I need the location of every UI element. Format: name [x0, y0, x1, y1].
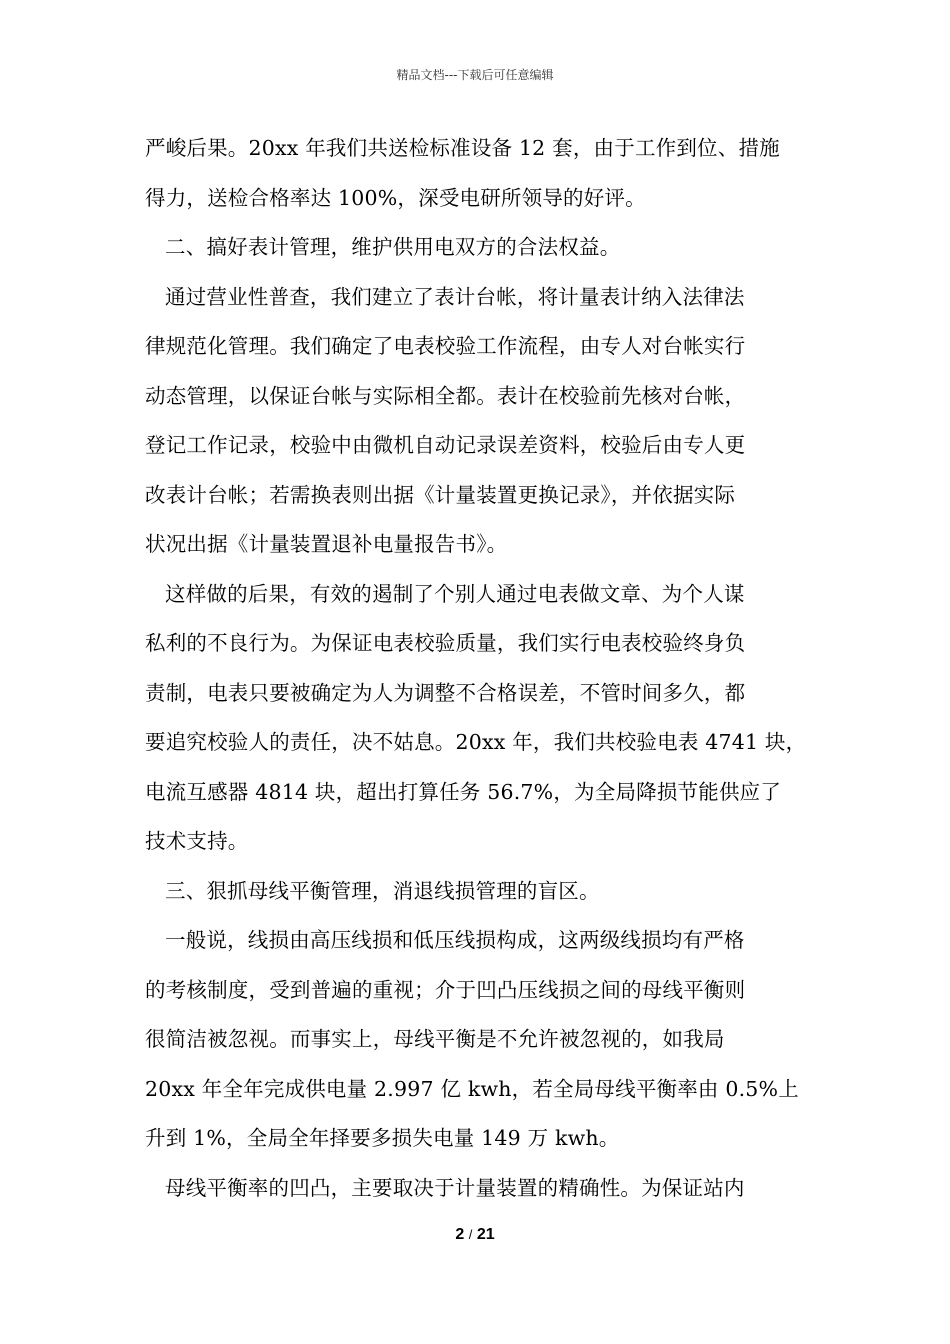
page-number [0, 1226, 950, 1244]
text-line: 得力，送检合格率达 100%，深受电研所领导的好评。 [145, 185, 646, 210]
text-line: 私利的不良行为。为保证电表校验质量，我们实行电表校验终身负 [145, 631, 746, 655]
paragraph-start: 一般说，线损由高压线损和低压线损构成，这两级线损均有严格 [165, 928, 745, 952]
paragraph-start: 这样做的后果，有效的遏制了个别人通过电表做文章、为个人谋 [165, 581, 745, 606]
section-heading-2: 二、搞好表计管理，维护供用电双方的合法权益。 [165, 235, 621, 259]
text-line: 技术支持。 [145, 829, 249, 853]
text-line: 严峻后果。20xx 年我们共送检标准设备 12 套，由于工作到位、措施 [145, 136, 780, 160]
text-line: 20xx 年全年完成供电量 2.997 亿 kwh，若全局母线平衡率由 0.5%上 [145, 1076, 799, 1101]
text-line: 律规范化管理。我们确定了电表校验工作流程，由专人对台帐实行 [145, 334, 746, 358]
text-line: 状况出据《计量装置退补电量报告书》。 [145, 532, 508, 556]
page-separator: / [468, 1227, 473, 1242]
page-header: 精品文档---下载后可任意编辑 [396, 68, 554, 82]
text-line: 要追究校验人的责任，决不姑息。20xx 年，我们共校验电表 4741 块， [145, 730, 807, 754]
text-line: 升到 1%，全局全年择要多损失电量 149 万 kwh。 [145, 1126, 620, 1150]
text-line: 电流互感器 4814 块，超出打算任务 56.7%，为全局降损节能供应了 [145, 779, 782, 804]
page-current: 2 [455, 1226, 465, 1243]
page-total: 21 [476, 1226, 495, 1243]
text-line: 责制，电表只要被确定为人为调整不合格误差，不管时间多久，都 [145, 680, 746, 705]
text-line: 改表计台帐；若需换表则出据《计量装置更换记录》，并依据实际 [145, 482, 736, 507]
text-line: 登记工作记录，校验中由微机自动记录误差资料，校验后由专人更 [145, 433, 746, 457]
section-heading-3: 三、狠抓母线平衡管理，消退线损管理的盲区。 [165, 878, 600, 903]
text-line: 的考核制度，受到普遍的重视；介于凹凸压线损之间的母线平衡则 [145, 977, 746, 1002]
text-line: 很简洁被忽视。而事实上，母线平衡是不允许被忽视的，如我局 [145, 1027, 725, 1051]
paragraph-start: 母线平衡率的凹凸，主要取决于计量装置的精确性。为保证站内 [165, 1175, 745, 1200]
paragraph-start: 通过营业性普查，我们建立了表计台帐，将计量表计纳入法律法 [165, 284, 745, 309]
text-line: 动态管理，以保证台帐与实际相全都。表计在校验前先核对台帐， [145, 383, 746, 408]
document-body [145, 124, 810, 1213]
